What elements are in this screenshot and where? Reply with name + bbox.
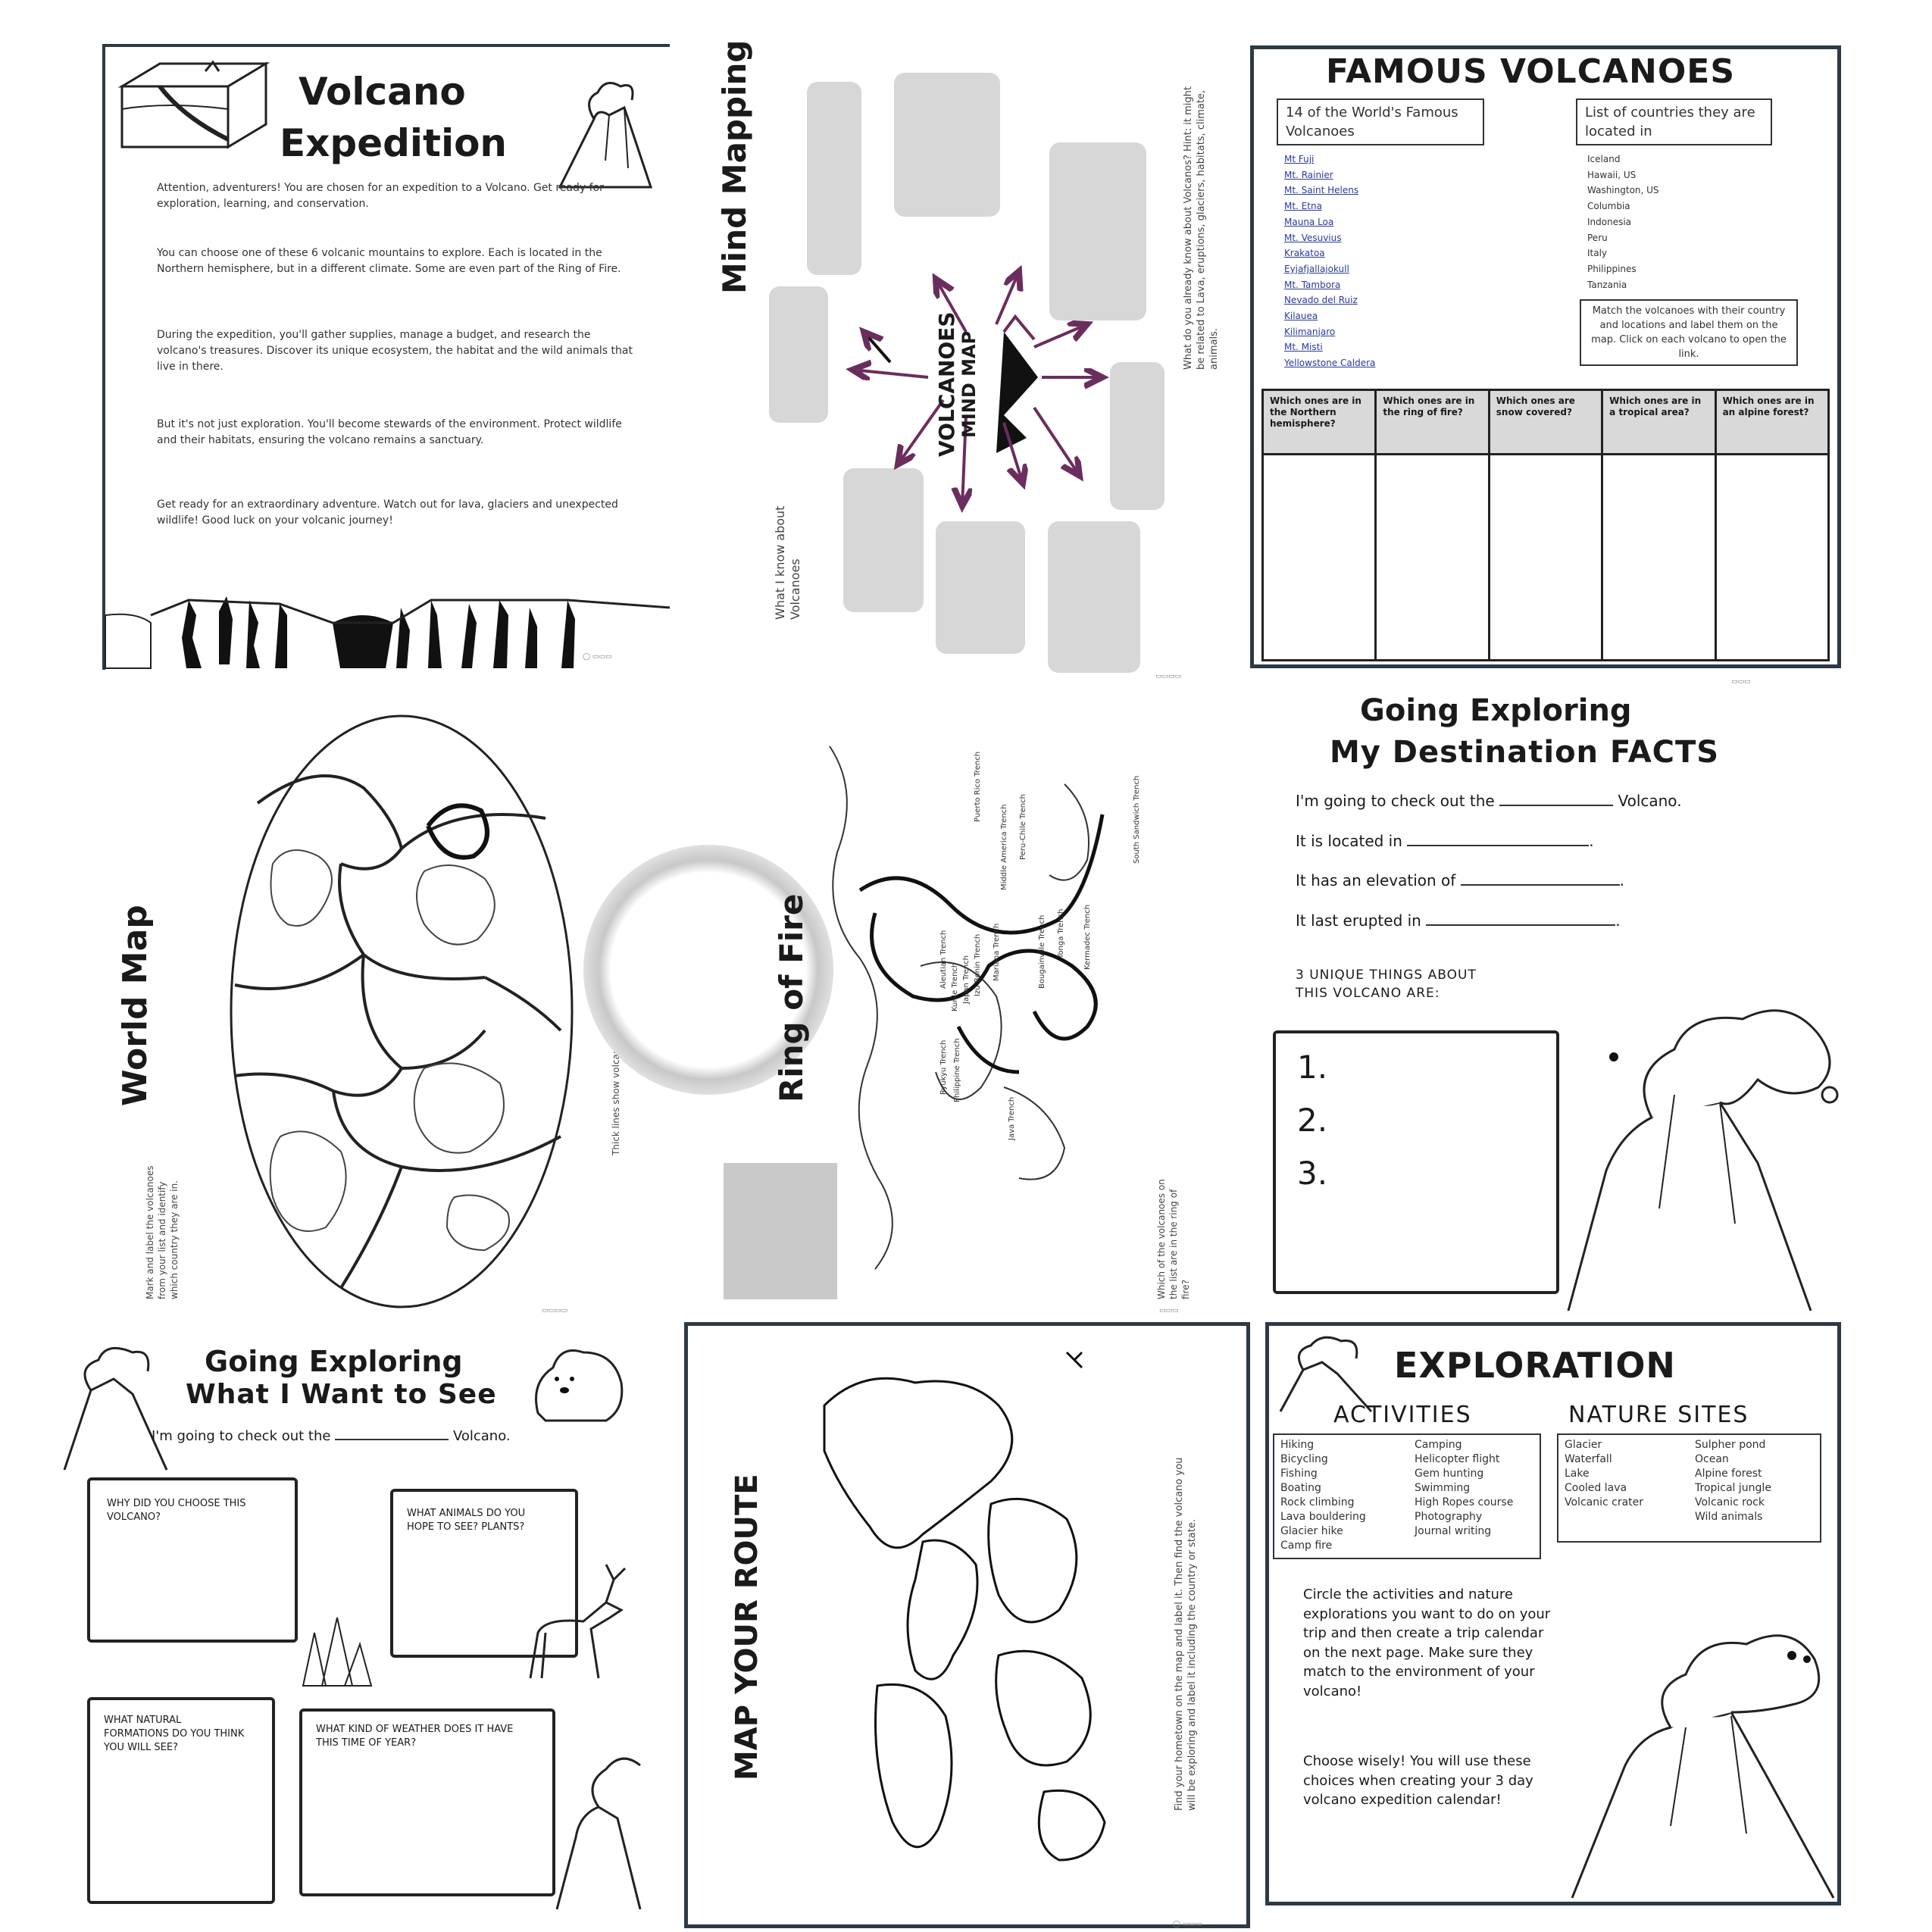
route-instructions: Find your hometown on the map and label it. Then find the volcano you will be exploring and label it including the country or state. [1174,1457,1198,1811]
table-cell[interactable] [1489,455,1602,661]
volcano-link[interactable]: Mt Fuji [1284,154,1315,164]
activities-box [1273,1433,1541,1559]
nature-item[interactable]: Glacier [1565,1439,1602,1451]
footer-mark: ◯ ▭▭▭ [583,653,612,661]
page-ring-of-fire [712,739,1235,1322]
country-item: Philippines [1587,263,1637,274]
volcano-link[interactable]: Kilimanjaro [1284,326,1336,337]
fact-line-elevation: It has an elevation of . [1296,871,1625,889]
intro-paragraph-2: You can choose one of these 6 volcanic mountains to explore. Each is located in the Northern hemisphere, but in a different climate. Some are even part of the Ring of Fire. [157,247,621,275]
list-number-3: 3. [1297,1155,1328,1192]
country-list [1587,152,1659,292]
activity-item[interactable]: Camp fire [1280,1540,1333,1552]
footer-mark: ▭▭▭▭ [1155,673,1182,680]
page-title-line2: My Destination FACTS [1330,735,1720,770]
nature-item[interactable]: Alpine forest [1695,1468,1762,1480]
volcano-link[interactable]: Mt. Vesuvius [1284,232,1342,243]
activities-column-b [1415,1438,1513,1539]
page-exploration [1265,1322,1841,1905]
unique-things-heading [1296,966,1477,1002]
exploration-instructions: Circle the activities and nature explorations you want to do on your trip and then create a trip calendar on the next page. Make sure they match to the environment of your volcano! [1303,1587,1551,1699]
page-volcano-expedition [102,44,670,670]
nature-item[interactable]: Ocean [1695,1453,1729,1465]
deer-sketch [515,1557,644,1693]
nature-item[interactable]: Sulpher pond [1695,1439,1766,1451]
table-header: Which ones are in a tropical area? [1602,390,1715,455]
table-cell[interactable] [1715,455,1828,661]
volcano-name-field[interactable] [335,1439,449,1440]
question-text: WHAT KIND OF WEATHER DOES IT HAVE THIS TIME OF YEAR? [316,1724,514,1749]
page-map-your-route [684,1322,1250,1928]
country-item: Peru [1587,232,1608,243]
world-outline-map [802,1337,1150,1913]
volcano-link[interactable]: Mt. Etna [1284,201,1322,212]
eruption-field[interactable] [1426,924,1615,926]
activities-heading: ACTIVITIES [1333,1402,1472,1428]
volcano-link[interactable]: Nevado del Ruiz [1284,295,1358,306]
page-title-line2: Expedition [280,121,508,165]
volcano-link-list [1284,152,1375,371]
intro-paragraph-3: During the expedition, you'll gather supplies, manage a budget, and research the volcano's treasures. Discover its unique ecosystem, the habitat and the wild animals that live in there. [157,329,633,373]
table-header: Which ones are in an alpine forest? [1715,390,1828,455]
volcano-link[interactable]: Mt. Tambora [1284,279,1341,290]
fact-line-eruption: It last erupted in . [1296,911,1621,930]
volcano-drawing [552,77,658,191]
volcano-choice-line [152,1428,511,1444]
question-text: WHAT ANIMALS DO YOU HOPE TO SEE? PLANTS? [407,1508,526,1533]
page-mind-mapping [701,39,1250,688]
page-title: FAMOUS VOLCANOES [1326,52,1736,91]
activity-item[interactable]: Photography [1415,1511,1483,1523]
intro-paragraph-5: Get ready for an extraordinary adventure. Watch out for lava, glaciers and unexpected wildlife! Good luck on your volcanic journey! [157,499,618,527]
volcano-link[interactable]: Mt. Misti [1284,342,1323,353]
volcano-link[interactable]: Eyjafjallajokull [1284,263,1349,274]
list-number-2: 2. [1297,1102,1328,1139]
trench-label: Java Trench [1008,1096,1016,1140]
trench-label: Tonga Trench [1057,908,1065,958]
activity-item[interactable]: Helicopter flight [1415,1453,1500,1465]
trench-label: Philippine Trench [953,1038,961,1102]
tectonic-plate-illustration [114,56,274,155]
fact-line-location: It is located in . [1296,832,1594,850]
exploration-reminder: Choose wisely! You will use these choices when creating your 3 day volcano expedition calendar! [1303,1753,1533,1808]
polar-bear-sketch [523,1337,629,1428]
question-text: WHAT NATURAL FORMATIONS DO YOU THINK YOU WILL SEE? [104,1715,245,1753]
page-title: World Map [116,905,155,1106]
nature-item[interactable]: Volcanic crater [1565,1496,1644,1508]
question-box-why-volcano[interactable] [87,1477,298,1643]
page-title-line2: What I Want to See [186,1379,497,1410]
fact-line-volcano [1296,792,1682,810]
footer-mark: ▭▭▭ [1159,1307,1179,1315]
footer-mark: ◯ ▭▭▭ [1173,1921,1202,1928]
country-item: Columbia [1587,201,1630,212]
volcano-link[interactable]: Krakatoa [1284,248,1325,259]
nature-item[interactable]: Cooled lava [1565,1482,1627,1494]
page-title: MAP YOUR ROUTE [730,1474,764,1780]
fact-label: It is located in [1296,832,1402,850]
crystal-sketch [288,1602,379,1693]
trench-label: South Sandwich Trench [1133,775,1141,864]
volcano-sketch-corner [553,1746,644,1913]
intro-paragraph-1: Attention, adventurers! You are chosen for an expedition to a Volcano. Get ready for exploration, learning, and conservation. [157,182,604,210]
activity-item[interactable]: Hiking [1280,1439,1315,1451]
activity-item[interactable]: Boating [1280,1482,1321,1494]
mind-map-center-label-2: MIND MAP [958,330,980,438]
fact-label: Volcano. [1618,792,1682,810]
nature-column-b [1695,1438,1771,1524]
question-text: WHY DID YOU CHOOSE THIS VOLCANO? [107,1498,246,1523]
location-field[interactable] [1407,845,1589,846]
volcano-link[interactable]: Mt. Rainier [1284,169,1333,180]
line-label: Volcano. [452,1428,511,1444]
list-number-1: 1. [1297,1049,1328,1086]
page-title: Ring of Fire [773,893,810,1102]
trench-label: Japan Trench [962,955,971,1004]
volcano-link[interactable]: Mauna Loa [1284,216,1334,227]
nature-item[interactable]: Wild animals [1695,1511,1763,1523]
table-header: Which ones are in the ring of fire? [1376,390,1489,455]
volcano-name-field[interactable] [1499,805,1613,806]
table-cell[interactable] [1602,455,1715,661]
nature-item[interactable]: Lake [1565,1468,1590,1480]
mind-map-center-label-1: VOLCANOES [934,311,959,457]
activity-item[interactable]: High Ropes course [1415,1496,1514,1508]
country-item: Indonesia [1587,216,1632,227]
country-item: Tanzania [1587,279,1627,290]
trench-label: Peru-Chile Trench [1019,794,1027,860]
nature-sites-heading: NATURE SITES [1568,1402,1749,1428]
trench-label: Ryukyu Trench [939,1039,948,1095]
trench-label: Izu Bonin Trench [974,933,982,996]
activity-item[interactable]: Journal writing [1415,1525,1492,1537]
activity-item[interactable]: Rock climbing [1280,1496,1355,1508]
unique-heading-line1: 3 UNIQUE THINGS ABOUT [1296,968,1477,983]
activity-item[interactable]: Fishing [1280,1468,1318,1480]
table-cell[interactable] [1376,455,1489,661]
country-item: Washington, US [1587,185,1659,196]
trench-label: Kurile Trench [951,962,959,1011]
line-label: I'm going to check out the [152,1428,331,1444]
page-what-i-want-to-see [61,1322,644,1921]
page-title-line1: Going Exploring [1360,693,1632,728]
country-item: Italy [1587,248,1608,259]
footer-mark: ▭▭▭ [1731,678,1751,686]
trench-label: Kermadec Trench [1083,904,1092,970]
fact-label: It has an elevation of [1296,871,1456,889]
nature-item[interactable]: Volcanic rock [1695,1496,1765,1508]
unique-things-box[interactable] [1273,1030,1559,1294]
table-header: Which ones are snow covered? [1489,390,1602,455]
country-item: Hawaii, US [1587,169,1637,180]
erupting-volcano-drawing [1561,981,1841,1315]
volcano-link[interactable]: Mt. Saint Helens [1284,185,1359,196]
volcano-link[interactable]: Kilauea [1284,311,1318,322]
trench-label: Aleutian Trench [939,930,948,989]
question-box-formations[interactable] [87,1697,275,1904]
activity-item[interactable]: Gem hunting [1415,1468,1484,1480]
nature-column-a [1565,1438,1643,1510]
activity-item[interactable]: Glacier hike [1280,1525,1343,1537]
erupting-volcano-drawing [1565,1599,1841,1902]
map-instructions: Mark and label the volcanoes from your list and identify which country they are in. [145,1165,180,1299]
volcano-sketch [61,1337,174,1474]
country-item: Iceland [1587,154,1621,164]
page-title: Mind Mapping [716,39,753,294]
unique-heading-line2: THIS VOLCANO ARE: [1296,986,1440,1001]
question-box-weather[interactable] [299,1708,555,1896]
ring-of-fire-question: Which of the volcanoes on the list are in the ring of fire? [1156,1179,1191,1299]
volcano-link[interactable]: Yellowstone Caldera [1284,358,1376,369]
page-title-line1: Volcano [299,70,466,114]
activity-item[interactable]: Swimming [1415,1482,1471,1494]
side-note: What I know about Volcanoes [773,505,802,620]
fact-label: I'm going to check out the [1296,792,1495,810]
page-famous-volcanoes [1250,45,1841,686]
trench-label: Bougainville Trench [1038,914,1046,989]
volcano-classification-table [1261,389,1830,661]
trench-label: Middle America Trench [1000,804,1008,890]
match-instructions: Match the volcanoes with their country and locations and label them on the map. Click on each volcano to open the link. [1580,299,1798,366]
activity-item[interactable]: Bicycling [1280,1453,1328,1465]
right-note: What do you already know about Volcanos? Hint: it might be related to Lava, eruptions, glaciers, habitats, climate, animals. [1183,86,1220,370]
table-cell[interactable] [1263,455,1376,661]
page-destination-facts [1258,693,1841,1322]
elevation-field[interactable] [1461,884,1620,886]
trench-label: Mariana Trench [993,923,1001,981]
activity-item[interactable]: Camping [1415,1439,1462,1451]
page-title-line1: Going Exploring [205,1345,463,1378]
activity-item[interactable]: Lava bouldering [1280,1511,1366,1523]
intro-paragraph-4: But it's not just exploration. You'll become stewards of the environment. Protect wildlife and their habitats, ensuring the volcano remains a sanctuary. [157,418,622,446]
volcano-list-header: 14 of the World's Famous Volcanoes [1277,98,1484,145]
country-list-header: List of countries they are located in [1576,98,1772,145]
world-map-tectonic-plates [227,712,576,1311]
trench-label: Puerto Rico Trench [974,751,982,822]
activities-column-a [1280,1438,1366,1553]
fact-label: It last erupted in [1296,911,1421,930]
nature-item[interactable]: Waterfall [1565,1453,1612,1465]
nature-item[interactable]: Tropical jungle [1695,1482,1771,1494]
nature-sites-box [1557,1433,1821,1543]
page-title: EXPLORATION [1394,1345,1676,1386]
table-header: Which ones are in the Northern hemisphere? [1263,390,1376,455]
footer-mark: ▭▭▭▭ [542,1307,568,1315]
page-world-map [102,701,667,1322]
